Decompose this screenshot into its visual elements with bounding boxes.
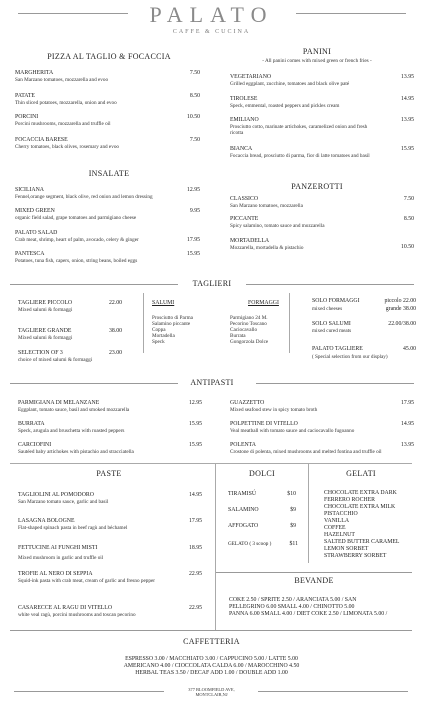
menu-item-price: 17.95 bbox=[186, 237, 200, 243]
menu-item-desc: Thin sliced potatoes, mozzarella, onion and evoo bbox=[15, 100, 117, 106]
menu-item-name: VEGETARIANO bbox=[230, 74, 272, 80]
menu-item-name: FETTUCINE AI FUNGHI MISTI bbox=[18, 545, 98, 551]
solo-formaggi-price-small: piccolo 22.00 bbox=[384, 298, 416, 304]
menu-item-desc: Flat-shaped spinach pasta in beef ragù and béchamel bbox=[18, 525, 128, 531]
menu-item-name: MORTADELLA bbox=[230, 238, 270, 244]
solo-salumi-name: SOLO SALUMI bbox=[312, 321, 351, 327]
dolci-price: $11 bbox=[289, 541, 298, 547]
formaggi-item: Burrata bbox=[230, 333, 246, 339]
menu-item-name: PARMIGIANA DI MELANZANE bbox=[18, 400, 100, 406]
menu-item-desc: Speck, emmental, roasted peppers and pickles cream bbox=[230, 103, 340, 109]
menu-item-desc: Mixed seafood stew in spicy tomato broth bbox=[230, 407, 318, 413]
panini-subtitle: - All panini comes with mixed green or french fries - bbox=[262, 58, 372, 64]
palato-tagliere-name: PALATO TAGLIERE bbox=[312, 346, 363, 352]
dolci-divider bbox=[308, 463, 309, 563]
menu-item-name: TAGLIERE GRANDE bbox=[18, 328, 72, 334]
solo-formaggi-sub: mixed cheeses bbox=[312, 306, 343, 312]
menu-item-name: POLPETTINE DI VITELLO bbox=[230, 421, 298, 427]
menu-item-desc: Focaccia bread, prosciutto di parma, fior di latte tomatoes and basil bbox=[230, 153, 370, 159]
menu-item-desc: San Marzano tomatoes, mozzarella and evoo bbox=[15, 77, 109, 83]
solo-formaggi-name: SOLO FORMAGGI bbox=[312, 298, 360, 304]
menu-item-price: 9.95 bbox=[189, 208, 200, 214]
menu-item-price: 22.00 bbox=[108, 300, 122, 306]
solo-salumi-sub: mixed cured meats bbox=[312, 328, 352, 334]
menu-item-name: BIANCA bbox=[230, 146, 253, 152]
menu-item-name: TAGLIOLINI AL POMODORO bbox=[18, 492, 94, 498]
antipasti-title: ANTIPASTI bbox=[190, 378, 234, 387]
menu-item-name: EMILIANO bbox=[230, 117, 259, 123]
gelato-flavor: VANILLA bbox=[324, 518, 350, 524]
menu-item-desc: Mixed salumi & formaggi bbox=[18, 335, 73, 341]
menu-item-name: CLASSICO bbox=[230, 196, 259, 202]
menu-item-name: PATATE bbox=[15, 93, 35, 99]
footer-city: MONTCLAIR,NJ bbox=[195, 692, 228, 697]
menu-item-price: 15.95 bbox=[188, 421, 202, 427]
antipasti-rule-right bbox=[256, 383, 414, 384]
menu-item-name: TIROLESE bbox=[230, 96, 258, 102]
formaggi-title: FORMAGGI bbox=[248, 300, 279, 306]
menu-item-price: 17.95 bbox=[188, 518, 202, 524]
menu-item-desc: Squid-ink pasta with crab meat, cream of garlic and fresno pepper bbox=[18, 578, 155, 584]
menu-item-desc: Crab meat, shrimp, heart of palm, avocado, celery & ginger bbox=[15, 237, 139, 243]
menu-item-desc: Veal meatball with tomato sauce and caciocavallo fugoanno bbox=[230, 428, 355, 434]
menu-item-price: 18.95 bbox=[188, 545, 202, 551]
menu-item-price: 7.50 bbox=[403, 196, 414, 202]
menu-item-price: 8.50 bbox=[403, 216, 414, 222]
salumi-item: Mortadella bbox=[152, 333, 175, 339]
dolci-name: TIRAMISÚ bbox=[228, 491, 257, 497]
dolci-title: DOLCI bbox=[249, 469, 275, 478]
gelato-flavor: STRAWBERRY SORBET bbox=[324, 553, 387, 559]
gelati-title: GELATI bbox=[346, 469, 376, 478]
menu-item-desc: San Marzano tomatoes, mozzarella bbox=[230, 203, 303, 209]
salumi-item: Prosciutto di Parma bbox=[152, 315, 193, 321]
menu-item-name: PANTESCA bbox=[15, 251, 45, 257]
menu-item-desc: Grilled eggplant, zucchine, tomatoes and black olive paté bbox=[230, 81, 350, 87]
salumi-item: Salamino piccante bbox=[152, 321, 191, 327]
menu-item-name: MIXED GREEN bbox=[15, 208, 55, 214]
menu-item-desc: choice of mixed salumi & formaggi bbox=[18, 357, 93, 363]
caffetteria-rule bbox=[10, 630, 412, 631]
menu-item-desc: Crostone di polenta, mixed mushrooms and melted fontina and truffle oil bbox=[230, 449, 382, 455]
menu-item-price: 23.00 bbox=[108, 350, 122, 356]
menu-item-price: 17.95 bbox=[400, 400, 414, 406]
menu-item-name: CASARECCE AL RAGU DI VITELLO bbox=[18, 605, 113, 611]
menu-item-desc: Porcini mushrooms, mozzarella and truffle oil bbox=[15, 121, 111, 127]
dolci-name: GELATO ( 3 scoop ) bbox=[228, 541, 272, 547]
menu-item-price: 15.95 bbox=[400, 146, 414, 152]
panini-title: PANINI bbox=[302, 47, 332, 56]
gelato-flavor: LEMON SORBET bbox=[324, 546, 369, 552]
solo-formaggi-price-large: grande 38.00 bbox=[385, 306, 416, 312]
caffetteria-line: HERBAL TEAS 3.50 / DECAF ADD 1.00 / DOUBLE ADD 1.00 bbox=[135, 670, 288, 676]
dolci-price: $9 bbox=[290, 523, 296, 529]
menu-item-name: PALATO SALAD bbox=[15, 230, 58, 236]
menu-item-price: 14.95 bbox=[188, 492, 202, 498]
menu-item-price: 12.95 bbox=[188, 400, 202, 406]
menu-item-price: 22.95 bbox=[188, 605, 202, 611]
menu-item-price: 7.50 bbox=[189, 137, 200, 143]
dolci-price: $9 bbox=[290, 507, 296, 513]
menu-item-name: SICILIANA bbox=[15, 187, 44, 193]
menu-item-desc: Cherry tomatoes, black olives, rosemary and evoo bbox=[15, 144, 120, 150]
menu-item-desc: Sautéed baby artichokes with pistachio and stracciatella bbox=[18, 449, 134, 455]
menu-item-name: GUAZZETTO bbox=[230, 400, 265, 406]
logo: PALATO bbox=[149, 2, 274, 27]
menu-item-desc: Mixed mushroom in garlic and truffle oil bbox=[18, 555, 104, 561]
menu-item-desc: Spicy salamino, tomato sauce and mozzarella bbox=[230, 223, 325, 229]
menu-item-name: SELECTION OF 3 bbox=[18, 350, 63, 356]
menu-item-desc: Speck, arugula and bruschetta with roasted peppers bbox=[18, 428, 125, 434]
menu-item-price: 38.00 bbox=[108, 328, 122, 334]
menu-item-price: 7.50 bbox=[189, 70, 200, 76]
menu-item-name: FOCACCIA BARESE bbox=[15, 137, 68, 143]
palato-tagliere-sub: ( Special selection from our display) bbox=[312, 354, 388, 360]
pizza-title: PIZZA AL TAGLIO & FOCACCIA bbox=[47, 52, 171, 61]
menu-item-price: 13.95 bbox=[400, 117, 414, 123]
menu-item-price: 12.95 bbox=[186, 187, 200, 193]
menu-item-desc: Mixed salumi & formaggi bbox=[18, 307, 73, 313]
footer-address: 377 BLOOMFIELD AVE, bbox=[188, 687, 235, 692]
gelato-flavor: CHOCOLATE EXTRA DARK bbox=[324, 490, 397, 496]
menu-item-desc: Eggplant, tomato sauce, basil and smoked mozzarella bbox=[18, 407, 130, 413]
tagline: CAFFE & CUCINA bbox=[172, 29, 251, 35]
gelato-flavor: CHOCOLATE EXTRA MILK bbox=[324, 504, 396, 510]
menu-item-name: BURRATA bbox=[18, 421, 45, 427]
menu-item-name: PICCANTE bbox=[230, 216, 259, 222]
menu-item-price: 15.95 bbox=[188, 442, 202, 448]
antipasti-rule-left bbox=[10, 383, 178, 384]
menu-item-name: MARGHERITA bbox=[15, 70, 54, 76]
menu-item-price: 13.95 bbox=[400, 442, 414, 448]
menu-item-name: POLENTA bbox=[230, 442, 256, 448]
menu-item-price: 13.95 bbox=[400, 74, 414, 80]
paste-title: PASTE bbox=[96, 469, 122, 478]
paste-divider bbox=[215, 463, 216, 630]
menu-item-price: 15.95 bbox=[186, 251, 200, 257]
caffetteria-line: AMERICANO 4.00 / CIOCCOLATA CALDA 6.00 / MAROCCHINO 4.50 bbox=[123, 663, 300, 669]
menu-item-name: PORCINI bbox=[15, 114, 39, 120]
formaggi-item: Gongorzola Dolce bbox=[230, 339, 269, 345]
gelato-flavor: SALTED BUTTER CARAMEL bbox=[324, 539, 400, 545]
menu-item-desc: Mozzarella, mortadella & pistachio bbox=[230, 245, 304, 251]
formaggi-item: Caciocavallo bbox=[230, 327, 258, 333]
panzerotti-title: PANZEROTTI bbox=[291, 182, 343, 191]
bevande-title: BEVANDE bbox=[294, 576, 334, 585]
menu-item-price: 8.50 bbox=[189, 93, 200, 99]
menu-item-price: 10.50 bbox=[186, 114, 200, 120]
gelato-flavor: PISTACCHIO bbox=[324, 511, 358, 517]
menu-item-name: TROFIE AL NERO DI SEPPIA bbox=[18, 571, 93, 577]
salumi-item: Coppa bbox=[152, 327, 166, 333]
menu-item-price: 14.95 bbox=[400, 96, 414, 102]
palato-tagliere-price: 45.00 bbox=[402, 346, 416, 352]
dolci-name: AFFOGATO bbox=[228, 523, 259, 529]
bevande-line: PELLEGRINO 6.00 SMALL 4.00 / CHINOTTO 5.00 bbox=[229, 604, 355, 610]
gelato-flavor: FERRERO ROCHER bbox=[324, 497, 376, 503]
gelato-flavor: COFFEE bbox=[324, 525, 346, 531]
formaggi-item: Parmigiano 24 M. bbox=[230, 315, 268, 321]
solo-salumi-price: 22.00/38.00 bbox=[388, 321, 416, 327]
taglieri-rule-left bbox=[10, 284, 178, 285]
menu-item-desc: Fennel,orange segment, black olive, red onion and lemon dressing bbox=[15, 194, 153, 200]
menu-item-desc: Prosciutto cotto, marinate artichokes, caramelized onion and fresh ricotta bbox=[230, 124, 368, 136]
menu-item-name: CARCIOFINI bbox=[18, 442, 52, 448]
caffetteria-line: ESPRESSO 3.00 / MACCHIATO 3.00 / CAPPUCINO 5.00 / LATTE 5.00 bbox=[125, 656, 298, 662]
bevande-line: PANNA 6.00 SMALL 4.00 / DIET COKE 2.50 / LIMONATA 5.00 / bbox=[229, 611, 388, 617]
formaggi-item: Pecorino Toscano bbox=[230, 321, 267, 327]
salumi-item: Speck bbox=[152, 339, 165, 345]
menu-item-desc: organic field salad, grape tomatoes and parmigiano cheese bbox=[15, 215, 137, 221]
dolci-price: $10 bbox=[287, 491, 296, 497]
menu-item-name: LASAGNA BOLOGNE bbox=[18, 518, 75, 524]
dolci-name: SALAMINO bbox=[228, 507, 259, 513]
bevande-rule-top bbox=[216, 572, 412, 573]
gelato-flavor: HAZELNUT bbox=[324, 532, 355, 538]
salumi-title: SALUMI bbox=[152, 300, 175, 306]
insalate-title: INSALATE bbox=[88, 169, 130, 178]
menu-item-desc: white veal ragù, porcini mushrooms and toscan pecorino bbox=[18, 612, 136, 618]
caffetteria-title: CAFFETTERIA bbox=[183, 637, 240, 646]
menu-item-price: 22.95 bbox=[188, 571, 202, 577]
menu-item-desc: San Marzano tomato sauce, garlic and basil bbox=[18, 499, 109, 505]
menu-item-price: 14.95 bbox=[400, 421, 414, 427]
bevande-line: COKE 2.50 / SPRITE 2.50 / ARANCIATA 5.00 / SAN bbox=[229, 597, 357, 603]
taglieri-rule-right bbox=[246, 284, 414, 285]
taglieri-title: TAGLIERI bbox=[192, 279, 232, 288]
menu-item-name: TAGLIERE PICCOLO bbox=[18, 300, 73, 306]
menu-item-price: 10.50 bbox=[400, 244, 414, 250]
menu-item-desc: Potatoes, tuna fish, capers, onion, string beans, boiled eggs bbox=[15, 258, 138, 264]
